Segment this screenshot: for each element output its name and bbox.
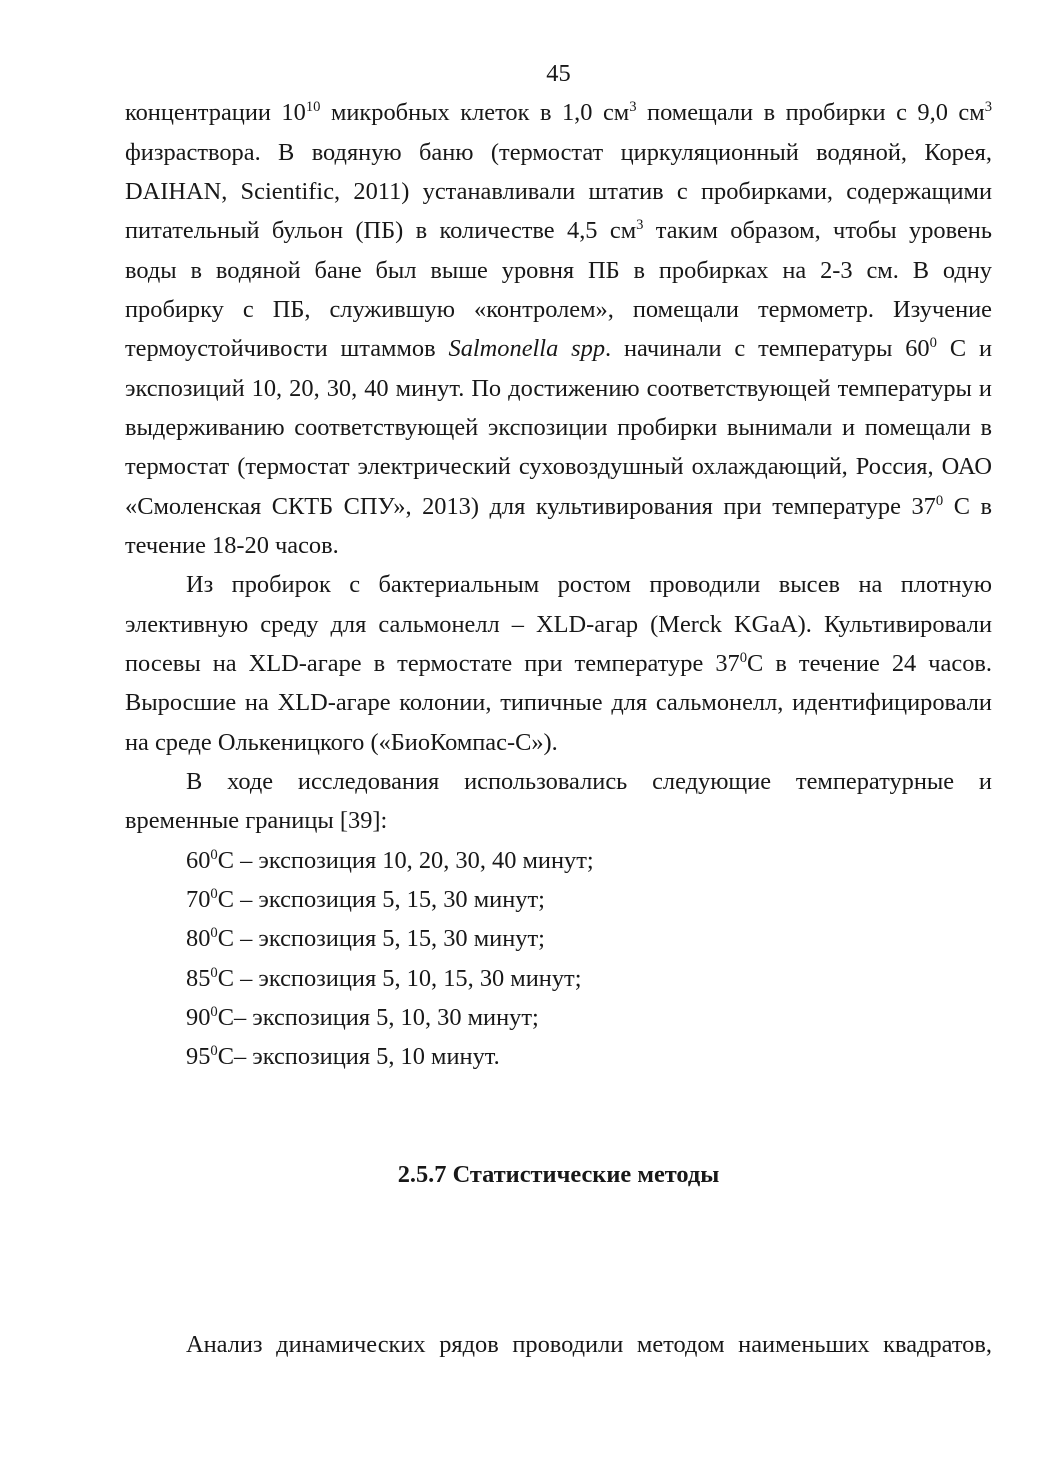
- text-run: . начинали с температуры 60: [605, 335, 930, 363]
- superscript: 0: [739, 649, 748, 666]
- superscript: 0: [935, 492, 944, 509]
- text-line: [125, 644, 992, 683]
- paragraph: [125, 565, 992, 762]
- list-item-text: С – экспозиция 5, 10, 15, 30 минут;: [217, 964, 582, 992]
- text-run: С в течение 24 часов.: [747, 649, 992, 677]
- text-line: [125, 211, 992, 250]
- text-line: на среде Олькеницкого («БиоКомпас-С»).: [125, 728, 558, 756]
- text-run: таким образом, чтобы уровень: [643, 217, 992, 245]
- text-run: термоустойчивости штаммов: [125, 335, 449, 363]
- text-line: Выросшие на XLD-агаре колонии, типичные для сальмонелл, идентифицировали: [125, 689, 992, 717]
- text-line: DAIHAN, Scientific, 2011) устанавливали штатив с пробирками, содержащими: [125, 177, 992, 205]
- list-item-temperature: 95: [186, 1043, 211, 1071]
- text-run: помещали в пробирки с 9,0 см: [636, 99, 985, 127]
- list-item: [125, 880, 992, 919]
- text-run: посевы на XLD-агаре в термостате при температуре 37: [125, 649, 740, 677]
- italic-text: Salmonella spp: [448, 335, 606, 363]
- temperature-list: [125, 841, 992, 1077]
- text-line: [125, 329, 992, 368]
- text-run: питательный бульон (ПБ) в количестве 4,5 см: [125, 217, 637, 245]
- text-line: пробирку с ПБ, служившую «контролем», помещали термометр. Изучение: [125, 295, 992, 323]
- section-heading: 2.5.7 Статистические методы: [397, 1161, 720, 1189]
- list-item-temperature: 80: [186, 925, 211, 953]
- list-item: [125, 1037, 992, 1076]
- text-run: «Смоленская СКТБ СПУ», 2013) для культивирования при температуре 37: [125, 492, 936, 520]
- superscript: 0: [210, 1003, 218, 1020]
- paragraph: [125, 93, 992, 565]
- list-item-temperature: 60: [186, 846, 211, 874]
- list-item: [125, 998, 992, 1037]
- text-run: С в: [943, 492, 993, 520]
- paragraph: [125, 1325, 992, 1364]
- superscript: 0: [210, 925, 218, 942]
- list-item: [125, 841, 992, 880]
- superscript: 0: [929, 335, 937, 352]
- superscript: 0: [210, 964, 218, 981]
- text-line: [125, 487, 992, 526]
- text-run: С и: [936, 335, 993, 363]
- superscript: 3: [984, 99, 992, 116]
- list-item: [125, 919, 992, 958]
- list-item-text: С – экспозиция 5, 15, 30 минут;: [217, 925, 545, 953]
- superscript: 10: [305, 99, 321, 116]
- text-run: концентрации 10: [125, 99, 306, 127]
- text-line: термостат (термостат электрический суховоздушный охлаждающий, Россия, ОАО: [125, 453, 992, 481]
- page-number: 45: [546, 60, 571, 87]
- text-line: В ходе исследования использовались следующие температурные и: [186, 767, 992, 795]
- text-line: выдерживанию соответствующей экспозиции пробирки вынимали и помещали в: [125, 413, 992, 441]
- list-item-text: С– экспозиция 5, 10, 30 минут;: [217, 1003, 539, 1031]
- text-line: Анализ динамических рядов проводили методом наименьших квадратов,: [186, 1330, 992, 1358]
- list-item-temperature: 85: [186, 964, 211, 992]
- text-line: временные границы [39]:: [125, 807, 388, 835]
- superscript: 3: [629, 99, 637, 116]
- list-item: [125, 959, 992, 998]
- text-line: воды в водяной бане был выше уровня ПБ в пробирках на 2-3 см. В одну: [125, 256, 992, 284]
- superscript: 0: [210, 1043, 218, 1060]
- text-line: физраствора. В водяную баню (термостат циркуляционный водяной, Корея,: [125, 138, 992, 166]
- list-item-text: С – экспозиция 5, 15, 30 минут;: [217, 885, 545, 913]
- page-content: [125, 54, 992, 1364]
- text-line: элективную среду для сальмонелл – XLD-агар (Merck KGaA). Культивировали: [125, 610, 992, 638]
- text-run: микробных клеток в 1,0 см: [320, 99, 630, 127]
- paragraph: [125, 762, 992, 841]
- text-line: Из пробирок с бактериальным ростом проводили высев на плотную: [186, 571, 992, 599]
- list-item-temperature: 70: [186, 885, 211, 913]
- text-line: течение 18-20 часов.: [125, 531, 339, 559]
- superscript: 0: [210, 885, 218, 902]
- superscript: 3: [636, 217, 644, 234]
- text-line: [125, 93, 992, 132]
- text-line: экспозиций 10, 20, 30, 40 минут. По достижению соответствующей температуры и: [125, 374, 992, 402]
- list-item-temperature: 90: [186, 1003, 211, 1031]
- list-item-text: С – экспозиция 10, 20, 30, 40 минут;: [217, 846, 594, 874]
- list-item-text: С– экспозиция 5, 10 минут.: [217, 1043, 500, 1071]
- superscript: 0: [210, 846, 218, 863]
